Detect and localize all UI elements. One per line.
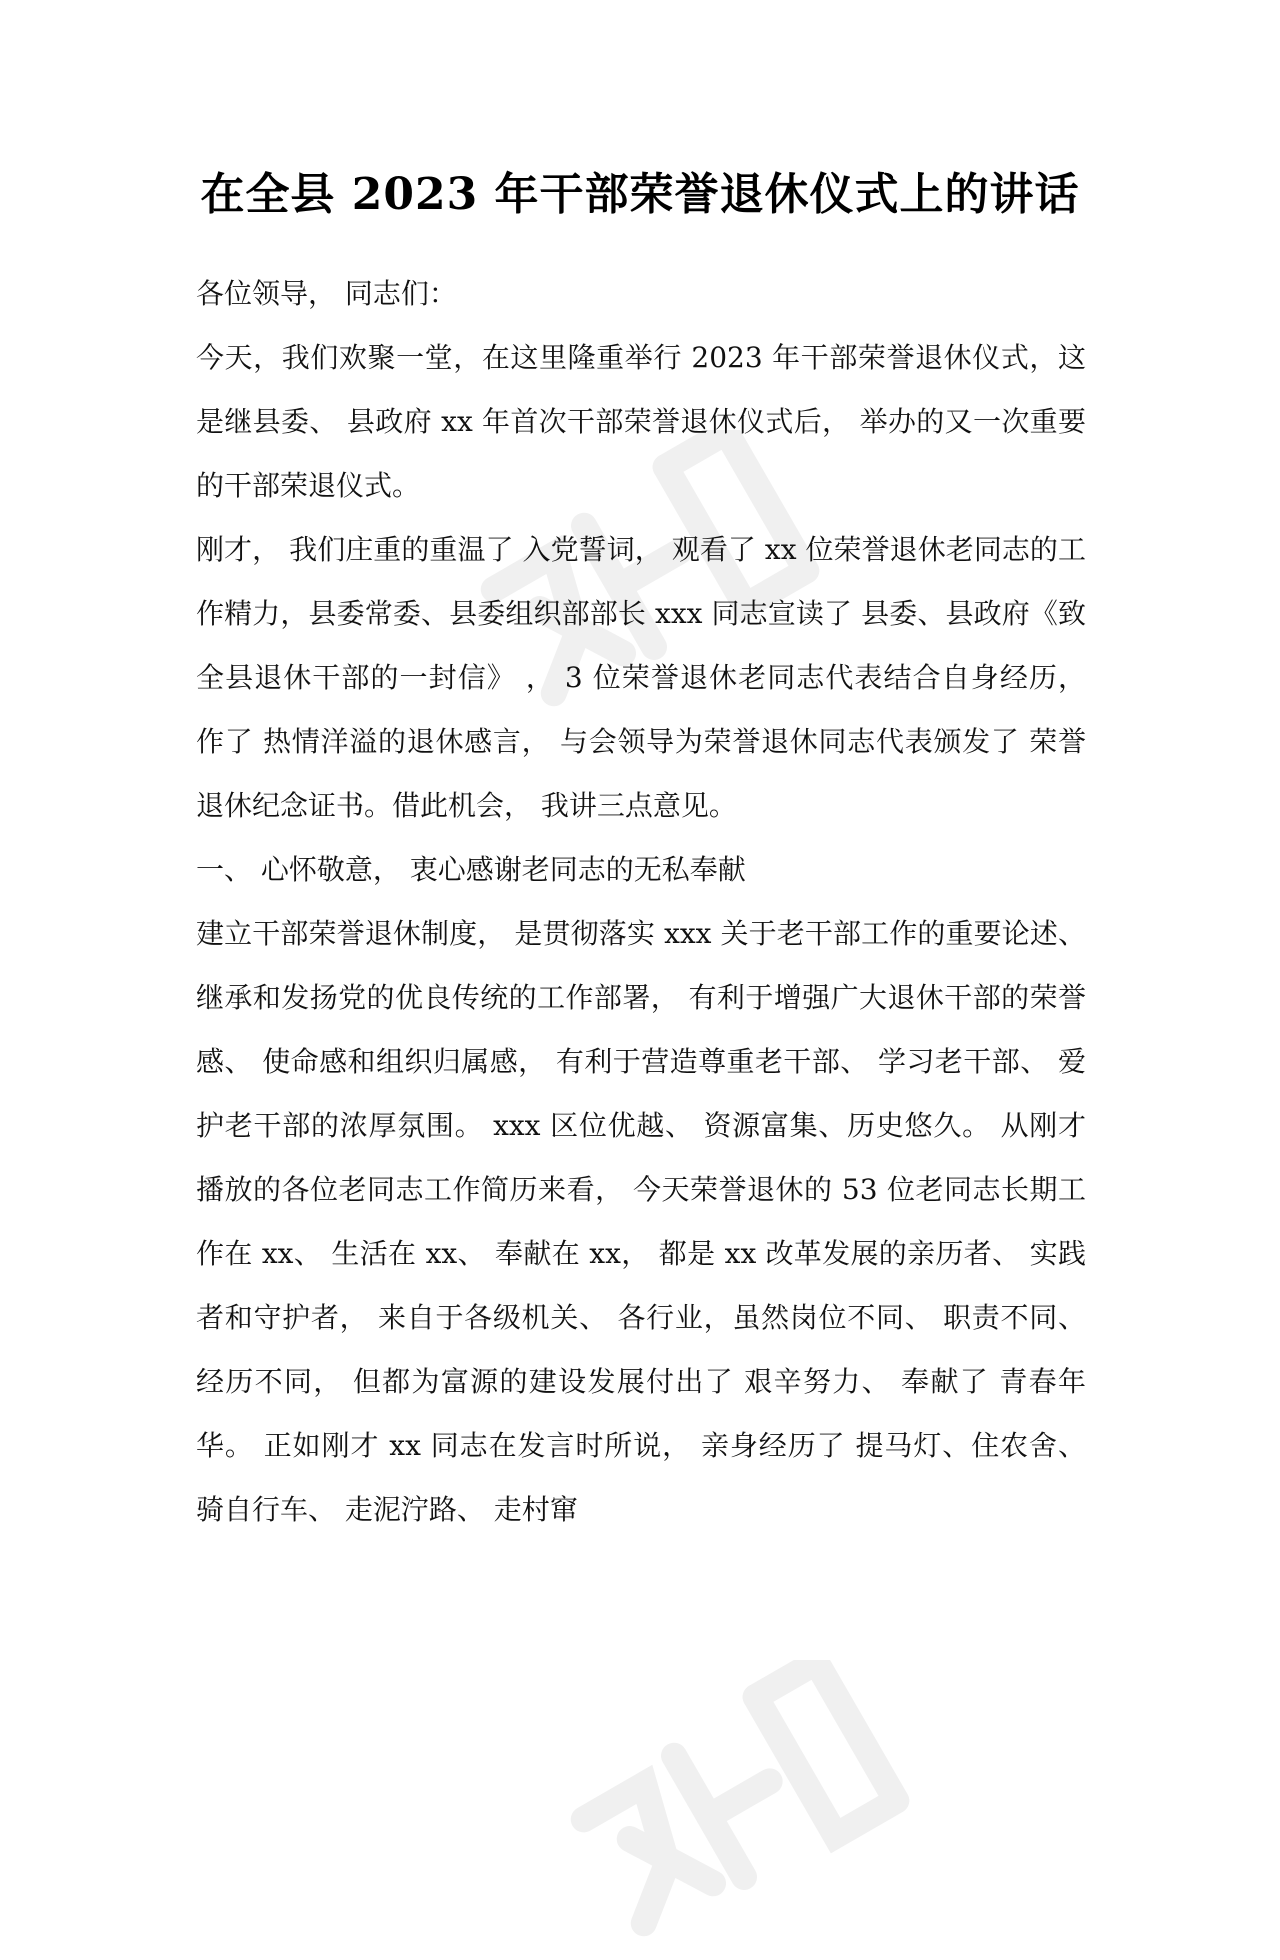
document-body: [196, 262, 1086, 1542]
section-heading: 一、 心怀敬意， 衷心感谢老同志的无私奉献: [196, 853, 746, 886]
paragraph-review: 刚才， 我们庄重的重温了 入党誓词， 观看了 xx 位荣誉退休老同志的工作精力，县委常委、县委组织部部长 xxx 同志宣读了 县委、县政府《致全县退休干部的一封信》 ， 3 位荣誉退休老同志代表结合自身经历， 作了 热情洋溢的退休感言， 与会领导为荣誉退休同志代表颁发了 荣誉退休纪念证书。借此机会， 我讲三点意见。: [196, 533, 1086, 822]
salutation: 各位领导， 同志们：: [196, 277, 457, 310]
watermark-logo-icon: [560, 1660, 920, 1960]
paragraph-opening: 今天，我们欢聚一堂，在这里隆重举行 2023 年干部荣誉退休仪式，这是继县委、 县政府 xx 年首次干部荣誉退休仪式后， 举办的又一次重要的干部荣退仪式。: [196, 341, 1086, 502]
document-title: 在全县 2023 年干部荣誉退休仪式上的讲话: [200, 169, 1080, 220]
section-body: 建立干部荣誉退休制度， 是贯彻落实 xxx 关于老干部工作的重要论述、 继承和发扬党的优良传统的工作部署， 有利于增强广大退休干部的荣誉感、 使命感和组织归属感， 有利于营造尊重老干部、 学习老干部、 爱护老干部的浓厚氛围。 xxx 区位优越、 资源富集、历史悠久。 从刚才播放的各位老同志工作简历来看， 今天荣誉退休的 53 位老同志长期工作在 xx、 生活在 xx、 奉献在 xx， 都是 xx 改革发展的亲历者、 实践者和守护者， 来自于各级机关、 各行业，虽然岗位不同、 职责不同、 经历不同， 但都为富源的建设发展付出了 艰辛努力、 奉献了 青春年华。 正如刚才 xx 同志在发言时所说， 亲身经历了 提马灯、住农舍、 骑自行车、 走泥泞路、 走村窜: [196, 917, 1086, 1526]
